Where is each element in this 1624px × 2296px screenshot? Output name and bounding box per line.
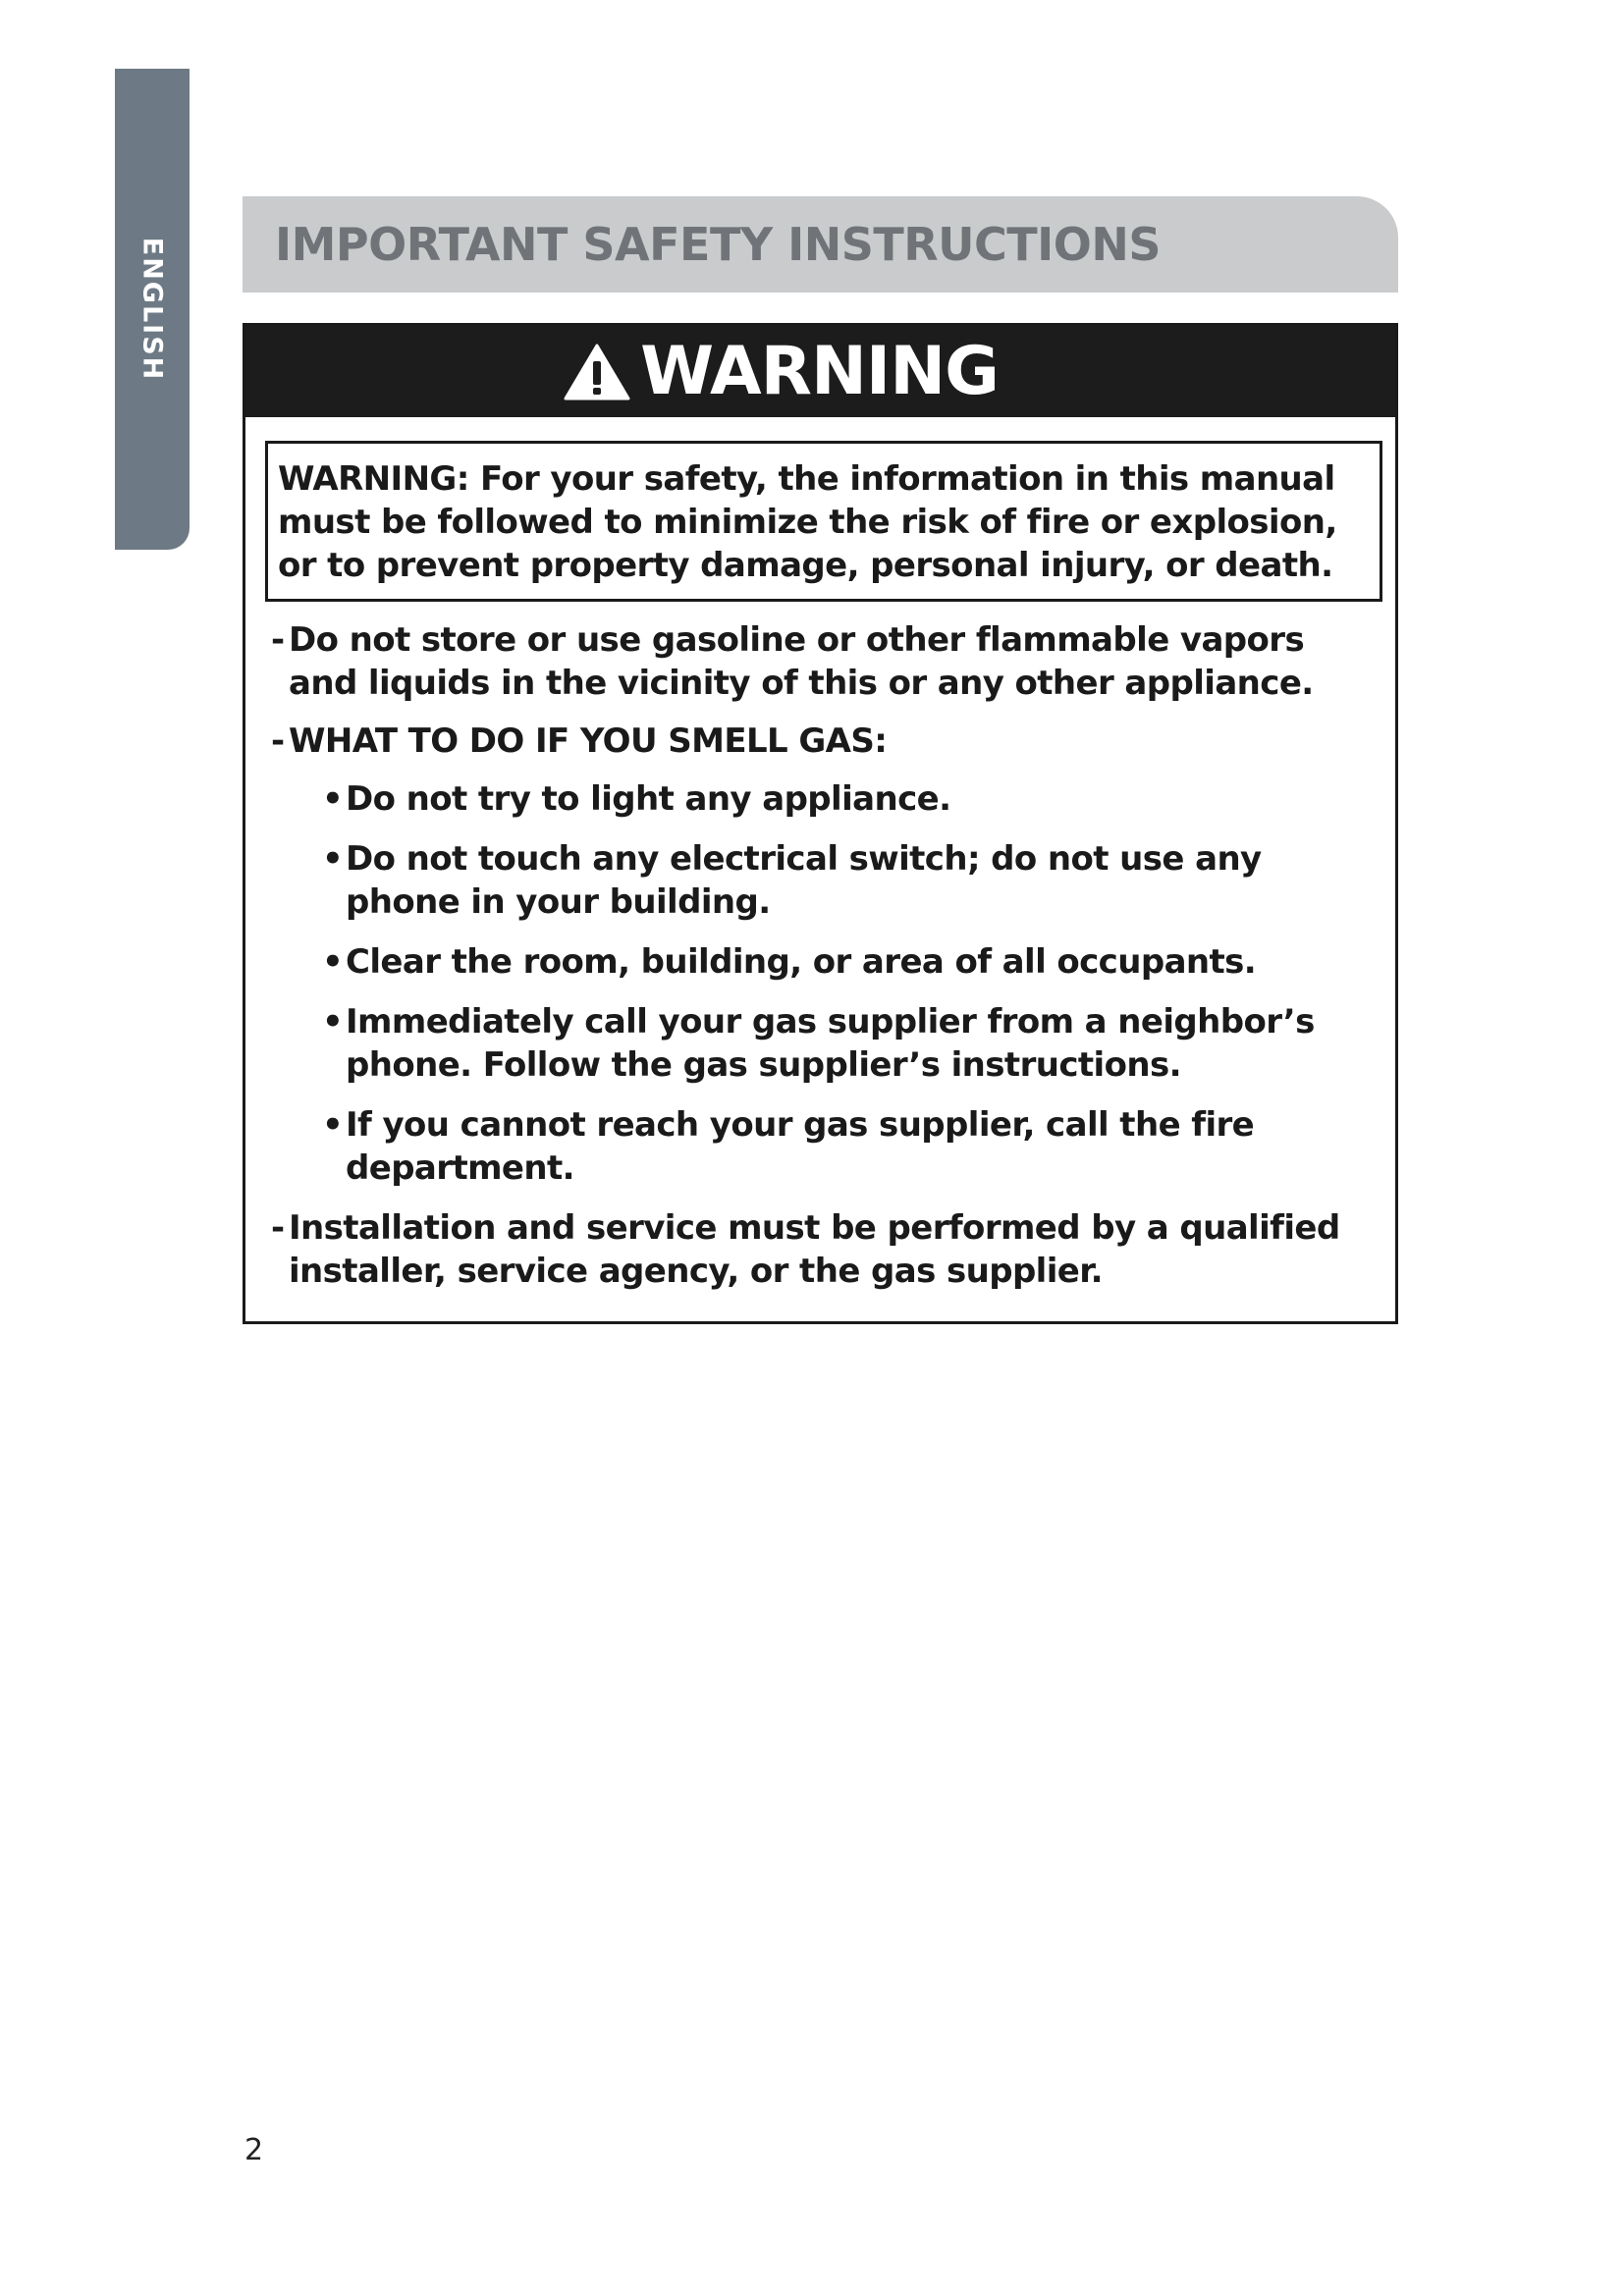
gas-step-text: Clear the room, building, or area of all occupants.: [346, 942, 1257, 982]
warning-item: [271, 1206, 1380, 1293]
dash-marker: -: [271, 721, 285, 761]
warning-triangle-icon: [564, 343, 630, 401]
warning-intro-text: WARNING: For your safety, the information in this manual must be followed to minimize the risk of fire or explosion, or to prevent property damage, personal injury, or death.: [278, 459, 1337, 585]
gas-step-text: Do not touch any electrical switch; do not use any phone in your building.: [346, 839, 1262, 922]
gas-step: [271, 1103, 1380, 1190]
bullet-icon: •: [322, 1002, 344, 1041]
bullet-icon: •: [322, 779, 344, 819]
warning-list: [271, 618, 1380, 1308]
bullet-icon: •: [322, 942, 344, 982]
page-number: 2: [244, 2133, 264, 2167]
warning-item-text: Installation and service must be performed by a qualified installer, service agency, or the gas supplier.: [289, 1208, 1340, 1291]
dash-marker: -: [271, 620, 285, 660]
gas-step-text: If you cannot reach your gas supplier, call the fire department.: [346, 1105, 1255, 1188]
language-label: ENGLISH: [136, 237, 168, 382]
gas-step: [271, 837, 1380, 924]
warning-intro-box: [265, 441, 1382, 602]
warning-box: [243, 323, 1398, 1324]
warning-item: [271, 720, 1380, 763]
gas-smell-heading: WHAT TO DO IF YOU SMELL GAS:: [289, 721, 888, 761]
gas-step-text: Do not try to light any appliance.: [346, 779, 951, 819]
gas-step-text: Immediately call your gas supplier from a neighbor’s phone. Follow the gas supplier’s instructions.: [346, 1002, 1315, 1085]
warning-item-text: Do not store or use gasoline or other flammable vapors and liquids in the vicinity of this or any other appliance.: [289, 620, 1314, 703]
section-title: IMPORTANT SAFETY INSTRUCTIONS: [275, 218, 1162, 271]
gas-steps-list: [271, 777, 1380, 1190]
gas-step: [271, 1000, 1380, 1087]
gas-step: [271, 940, 1380, 984]
bullet-icon: •: [322, 1105, 344, 1145]
warning-banner: [245, 326, 1395, 417]
warning-item: [271, 618, 1380, 705]
warning-title: WARNING: [640, 333, 999, 410]
gas-step: [271, 777, 1380, 821]
bullet-icon: •: [322, 839, 344, 879]
section-header: [243, 196, 1398, 293]
dash-marker: -: [271, 1208, 285, 1248]
